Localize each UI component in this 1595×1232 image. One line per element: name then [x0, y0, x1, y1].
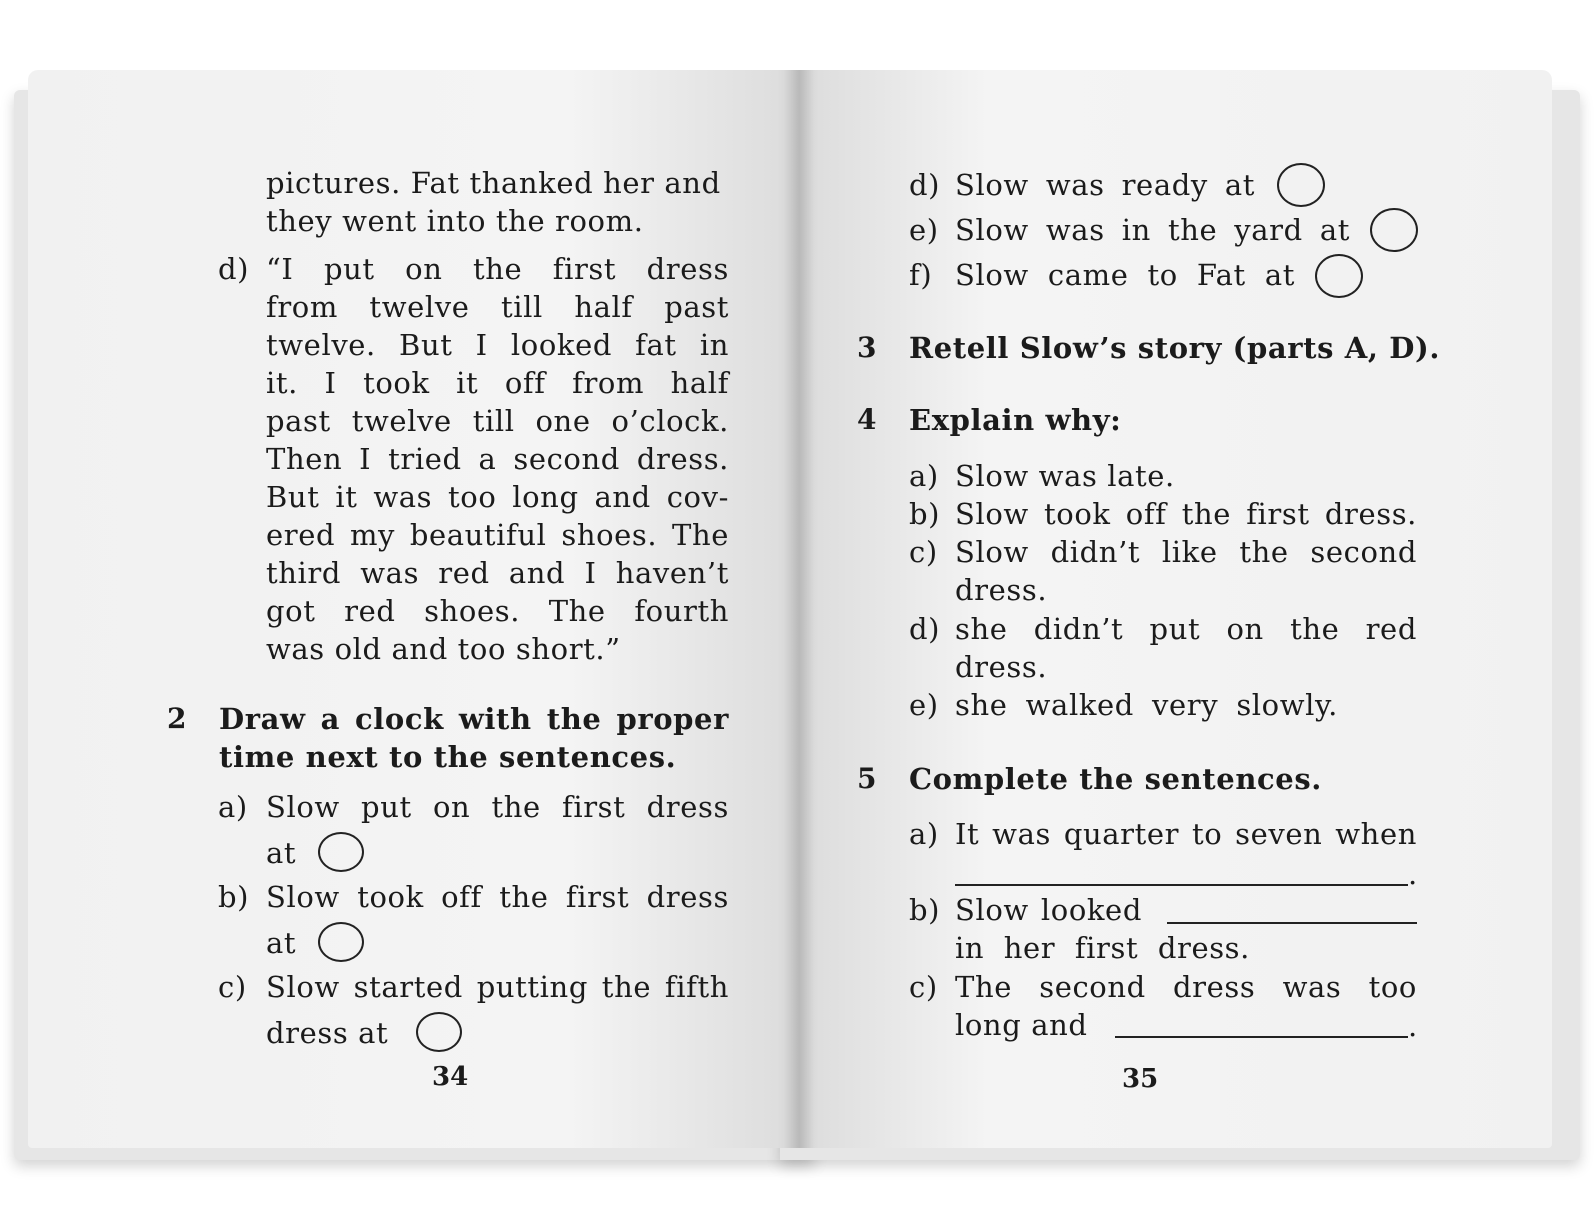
exercise-number-3: 3 — [857, 331, 878, 364]
text-line: ered my beautiful shoes. The — [266, 518, 729, 552]
item-label-b: b) — [218, 880, 250, 914]
clock-answer-circle[interactable] — [1277, 163, 1325, 207]
open-workbook — [14, 70, 1580, 1160]
text-line: Slow was ready at — [955, 168, 1255, 202]
right-page — [800, 70, 1552, 1148]
text-line: dress at — [266, 1016, 389, 1050]
text-line: Then I tried a second dress. — [266, 442, 729, 476]
text-line: past twelve till one o’clock. — [266, 404, 729, 438]
item-label-c: c) — [218, 970, 247, 1004]
text-line: dress. — [955, 573, 1048, 607]
text-line: Slow started putting the fifth — [266, 970, 729, 1004]
page-number: 34 — [432, 1062, 469, 1092]
item-label-e: e) — [909, 688, 939, 722]
text-line: she walked very slowly. — [955, 688, 1338, 722]
sentence-period: . — [1408, 857, 1418, 891]
clock-answer-circle[interactable] — [318, 922, 364, 962]
text-line: Slow came to Fat at — [955, 258, 1295, 292]
item-label-c: c) — [909, 535, 938, 569]
sentence-period: . — [1408, 1009, 1418, 1043]
item-label-c: c) — [909, 970, 938, 1004]
item-label-a: a) — [909, 459, 939, 493]
text-line: Slow was late. — [955, 459, 1175, 493]
item-label-d: d) — [909, 612, 941, 646]
text-line: Slow looked — [955, 893, 1142, 927]
text-line: pictures. Fat thanked her and — [266, 166, 721, 200]
item-label-a: a) — [218, 790, 248, 824]
text-line: Slow took off the first dress — [266, 880, 729, 914]
text-line: was old and too short.” — [266, 632, 621, 666]
text-line: at — [266, 836, 297, 870]
answer-blank-line[interactable] — [955, 884, 1408, 886]
text-line: in her first dress. — [955, 931, 1250, 965]
item-label-e: e) — [909, 213, 939, 247]
clock-answer-circle[interactable] — [1370, 208, 1418, 252]
text-line: “I put on the first dress — [266, 252, 729, 286]
left-page — [28, 70, 800, 1148]
item-label-b: b) — [909, 497, 941, 531]
text-line: got red shoes. The fourth — [266, 594, 729, 628]
text-line: Slow was in the yard at — [955, 213, 1350, 247]
text-line: Slow took off the first dress. — [955, 497, 1417, 531]
exercise-title: time next to the sentences. — [219, 740, 677, 774]
clock-answer-circle[interactable] — [318, 832, 364, 872]
exercise-title: Complete the sentences. — [909, 762, 1322, 796]
item-label-a: a) — [909, 817, 939, 851]
text-line: at — [266, 926, 297, 960]
text-line: it. I took it off from half — [266, 366, 729, 400]
exercise-title: Draw a clock with the proper — [219, 702, 729, 736]
text-line: Slow put on the first dress — [266, 790, 729, 824]
text-line: they went into the room. — [266, 204, 644, 238]
item-label-b: b) — [909, 893, 941, 927]
exercise-number-5: 5 — [857, 762, 878, 795]
text-line: third was red and I haven’t — [266, 556, 729, 590]
clock-answer-circle[interactable] — [416, 1012, 462, 1052]
item-label-d: d) — [909, 168, 941, 202]
answer-blank-line[interactable] — [1167, 922, 1417, 924]
text-line: But it was too long and cov- — [266, 480, 729, 514]
exercise-number-4: 4 — [857, 403, 878, 436]
clock-answer-circle[interactable] — [1315, 254, 1363, 298]
text-line: from twelve till half past — [266, 290, 729, 324]
text-line: twelve. But I looked fat in — [266, 328, 729, 362]
text-line: It was quarter to seven when — [955, 817, 1417, 851]
item-label-d: d) — [218, 252, 250, 286]
item-label-f: f) — [909, 258, 933, 292]
exercise-title: Retell Slow’s story (parts A, D). — [909, 331, 1441, 365]
text-line: Slow didn’t like the second — [955, 535, 1417, 569]
exercise-number-2: 2 — [167, 702, 188, 735]
book-spine-shadow — [784, 70, 814, 1148]
page-number: 35 — [1122, 1064, 1159, 1094]
text-line: dress. — [955, 650, 1048, 684]
text-line: she didn’t put on the red — [955, 612, 1417, 646]
text-line: long and — [955, 1008, 1088, 1042]
text-line: The second dress was too — [955, 970, 1417, 1004]
exercise-title: Explain why: — [909, 403, 1122, 437]
answer-blank-line[interactable] — [1115, 1036, 1408, 1038]
